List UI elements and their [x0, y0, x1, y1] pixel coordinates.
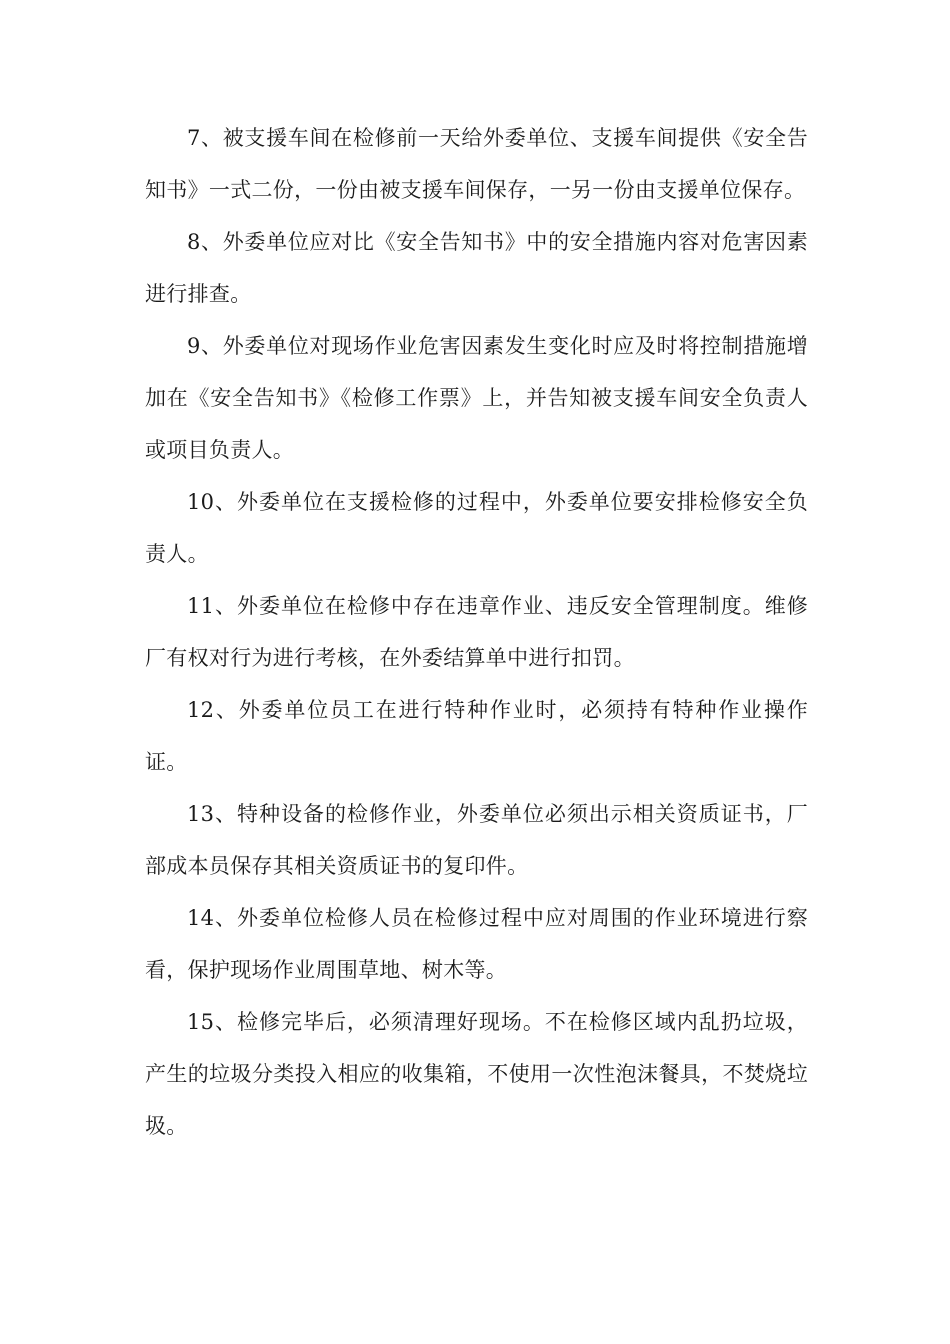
paragraph-item-7: 7、被支援车间在检修前一天给外委单位、支援车间提供《安全告知书》一式二份，一份由被支援车间保存，一另一份由支援单位保存。 [145, 126, 808, 202]
paragraph-item-12: 12、外委单位员工在进行特种作业时，必须持有特种作业操作证。 [145, 698, 808, 774]
paragraph-item-13: 13、特种设备的检修作业，外委单位必须出示相关资质证书，厂部成本员保存其相关资质证书的复印件。 [145, 802, 808, 878]
paragraph-item-11: 11、外委单位在检修中存在违章作业、违反安全管理制度。维修厂有权对行为进行考核，在外委结算单中进行扣罚。 [145, 594, 808, 670]
paragraph-item-10: 10、外委单位在支援检修的过程中，外委单位要安排检修安全负责人。 [145, 490, 808, 566]
paragraph-item-14: 14、外委单位检修人员在检修过程中应对周围的作业环境进行察看，保护现场作业周围草地、树木等。 [145, 906, 808, 982]
document-body [145, 112, 808, 1152]
paragraph-item-9: 9、外委单位对现场作业危害因素发生变化时应及时将控制措施增加在《安全告知书》《检修工作票》上，并告知被支援车间安全负责人或项目负责人。 [145, 334, 808, 462]
paragraph-item-8: 8、外委单位应对比《安全告知书》中的安全措施内容对危害因素进行排查。 [145, 230, 808, 306]
paragraph-item-15: 15、检修完毕后，必须清理好现场。不在检修区域内乱扔垃圾，产生的垃圾分类投入相应的收集箱，不使用一次性泡沫餐具，不焚烧垃圾。 [145, 1010, 808, 1138]
